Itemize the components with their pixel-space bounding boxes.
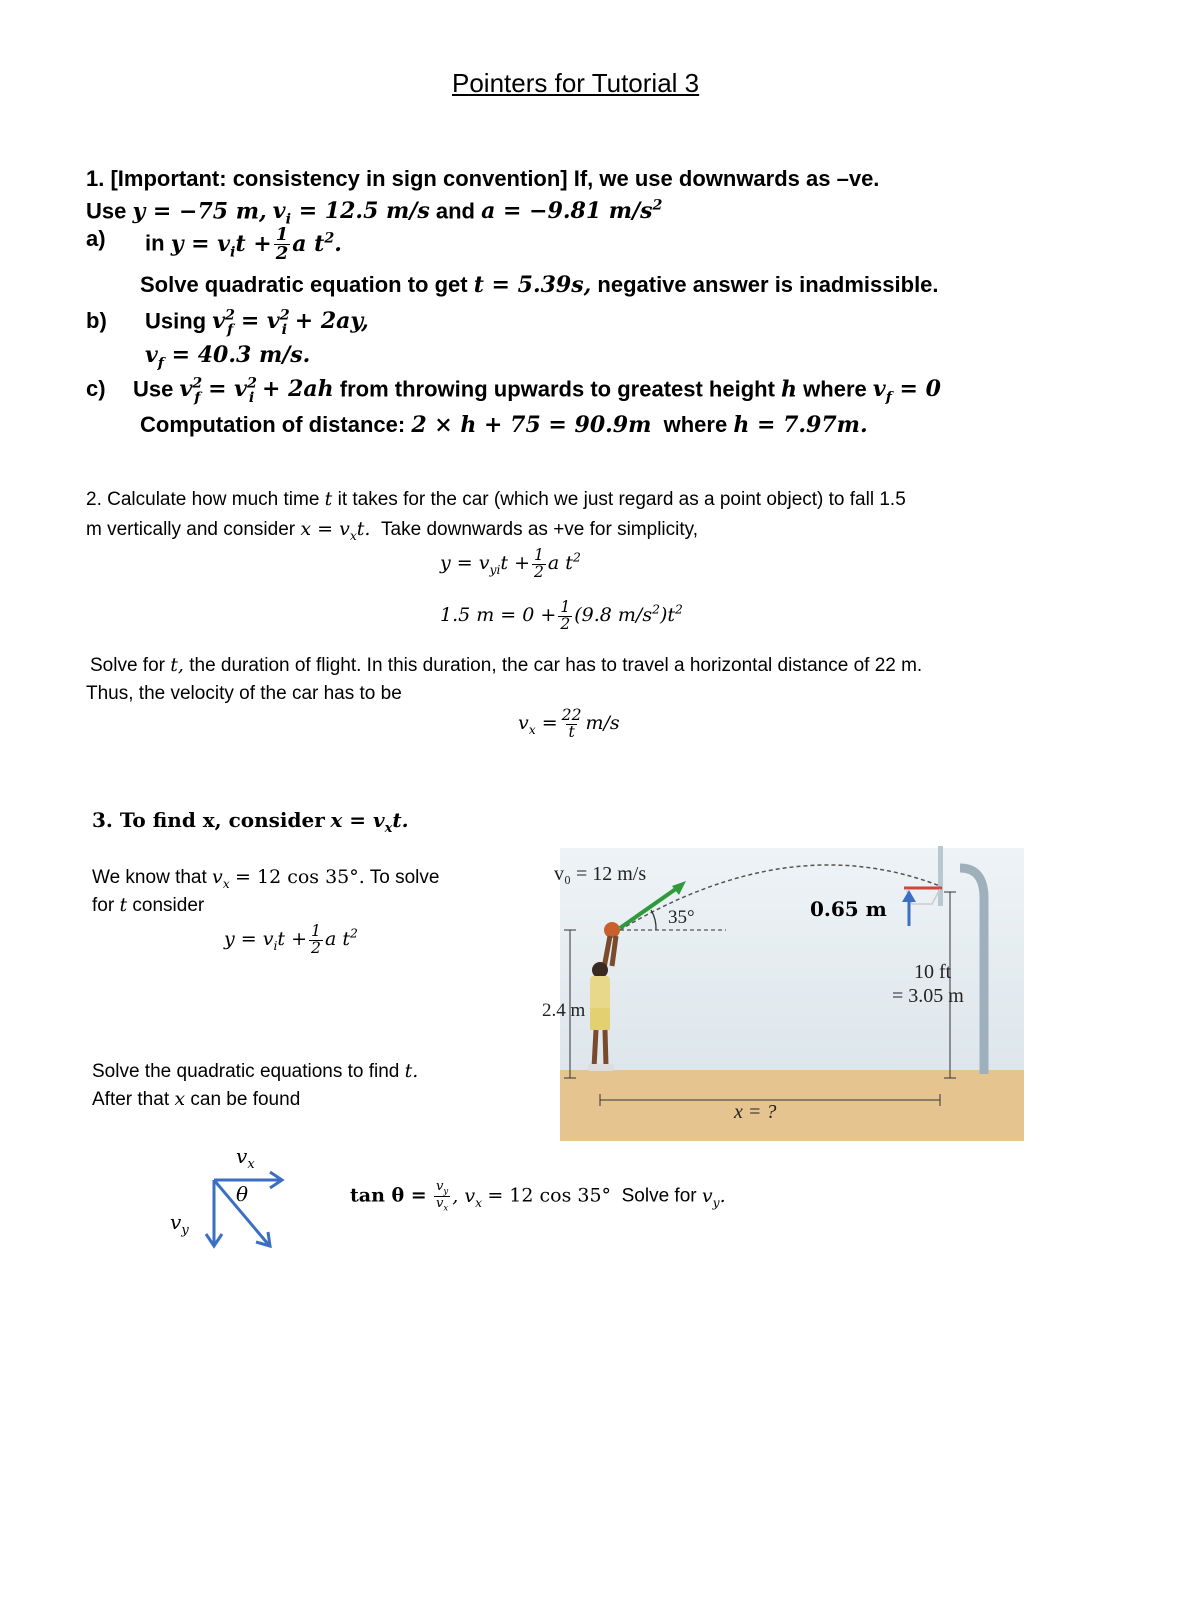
q2-solve-line: Solve for t, the duration of flight. In this duration, the car has to travel a horizontal distance of 22 m. xyxy=(90,654,923,676)
q1-b-using: Using xyxy=(145,308,207,334)
theta-label: θ xyxy=(236,1182,249,1206)
vx-label: $v_x$ xyxy=(236,1144,255,1172)
hoop-label-ft: 10 ft xyxy=(914,961,952,983)
q1-use-word: Use xyxy=(86,198,127,224)
q1-c-vf-zero: $v_f = 0$ xyxy=(872,376,941,406)
q1-c-use: Use xyxy=(133,376,174,402)
q1-b-result: $v_f = 40.3$ m/s. xyxy=(145,342,311,372)
q1-c-where: where xyxy=(803,376,867,402)
gap-label: 0.65 m xyxy=(810,897,887,921)
q1-c-computation: Computation of distance: 2 × h + 75 = 90.9m where h = 7.97m. xyxy=(140,412,868,438)
q1-a-line xyxy=(145,226,342,263)
q1-number: 1. xyxy=(86,166,105,191)
q1-intro-line xyxy=(86,166,879,192)
v0-label: v₀ = 12 m/s xyxy=(554,863,647,885)
q1-use-y: y = −75 m, xyxy=(132,198,267,225)
q1-a-text: in xyxy=(145,230,165,256)
vector-diagram xyxy=(160,1140,300,1260)
q1-intro-text: [Important: consistency in sign convention] If, we use downwards as –ve. xyxy=(110,166,880,191)
tan-equation-line: tan θ = $\frac{v_y}{v_x}$ , $v_x = 12$ cos 35° Solve for $v_y$. xyxy=(350,1179,726,1214)
q3-solve-line1: Solve the quadratic equations to find t. xyxy=(92,1060,419,1082)
q1-use-a: a = −9.81 $m/s^2$ xyxy=(481,198,663,225)
q3-know-line1: We know that $v_x = 12$ cos 35°. To solve xyxy=(92,866,440,891)
q1-b-equation: $v^2_f = v^2_i + 2ay$, xyxy=(212,308,369,338)
floor xyxy=(560,1070,1024,1141)
q1-a-solve-end: negative answer is inadmissible. xyxy=(597,272,939,297)
q1-c-text: from throwing upwards to greatest height xyxy=(339,376,775,402)
q2-equation-2: 1.5 m = 0 + $\frac{1}{2}$ (9.8 $m/s^2)t^2$ xyxy=(440,598,683,633)
q1-c-line xyxy=(133,376,941,406)
q2-vx-equation: $v_x$ = $\frac{22}{t}$ m/s xyxy=(518,706,620,741)
q1-a-solve-line xyxy=(140,272,939,298)
hoop-label-m: = 3.05 m xyxy=(892,985,964,1007)
q1-use-line xyxy=(86,198,662,228)
q2-equation-1: $y = v_{yi}t$ + $\frac{1}{2}$ a $t^2$ xyxy=(440,546,581,581)
q1-a-equation: $y = v_it$ + $\frac{1}{2}$ a $t^2$. xyxy=(170,224,342,265)
q1-b-label: b) xyxy=(86,308,107,333)
q1-c-label: c) xyxy=(86,376,106,401)
q2-line2: m vertically and consider $x = v_xt$. Take downwards as +ve for simplicity, xyxy=(86,518,699,543)
q1-a-t-value: t = 5.39s, xyxy=(473,272,592,298)
backboard xyxy=(938,846,943,906)
q3-solve-line2: After that x can be found xyxy=(92,1088,301,1110)
q1-b-line xyxy=(145,308,369,338)
q1-c-h: h xyxy=(781,376,798,403)
basketball-figure xyxy=(542,848,1024,1141)
q1-c-equation: $v^2_f = v^2_i + 2ah$ xyxy=(179,376,334,406)
q1-a-label: a) xyxy=(86,226,106,251)
vy-label: $v_y$ xyxy=(170,1210,189,1238)
height-label: 2.4 m xyxy=(542,1000,586,1021)
angle-label: 35° xyxy=(668,907,695,928)
page-title: Pointers for Tutorial 3 xyxy=(452,68,700,98)
q1-a-solve: Solve quadratic equation to get xyxy=(140,272,468,297)
q1-and-word: and xyxy=(435,198,475,224)
q3-equation: $y = v_it$ + $\frac{1}{2}$ a $t^2$ xyxy=(224,922,358,957)
q3-heading: 3. To find x, consider $x = v_xt$. xyxy=(92,808,409,836)
q1-use-vi: $v_i = 12.5$ m/s xyxy=(272,198,430,228)
q3-know-line2: for t consider xyxy=(92,894,205,916)
basketball-figure-svg xyxy=(542,848,1024,1141)
q2-thus-line: Thus, the velocity of the car has to be xyxy=(86,683,402,704)
x-label: x = ? xyxy=(734,1101,777,1123)
q2-line1: 2. Calculate how much time t it takes for the car (which we just regard as a point object) to fall 1.5 xyxy=(86,488,906,510)
